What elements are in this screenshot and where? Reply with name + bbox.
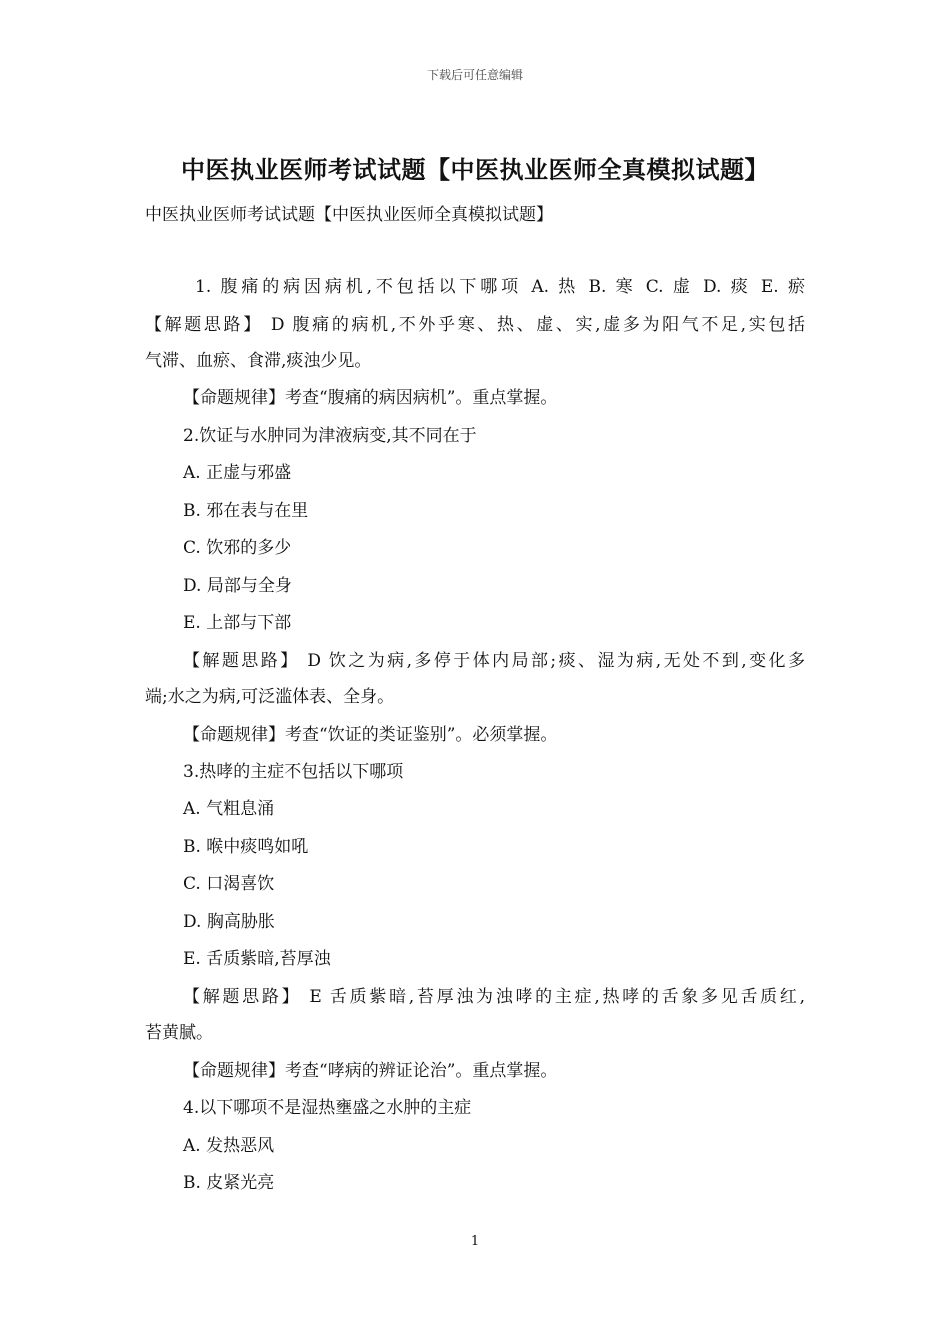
- q2-explanation: 【解题思路】 D 饮之为病,多停于体内局部;痰、湿为病,无处不到,变化多: [183, 651, 805, 671]
- q3-option-e: E. 舌质紫暗,苔厚浊: [183, 949, 331, 969]
- q4-option-b: B. 皮紧光亮: [183, 1173, 275, 1193]
- q2-option-d: D. 局部与全身: [183, 576, 292, 596]
- question-1: 1. 腹痛的病因病机,不包括以下哪项 A. 热 B. 寒 C. 虚 D. 痰 E. 瘀: [195, 277, 805, 297]
- q3-option-d: D. 胸高胁胀: [183, 912, 275, 932]
- page-number: 1: [470, 1234, 480, 1249]
- question-2: 2.饮证与水肿同为津液病变,其不同在于: [183, 426, 477, 446]
- q2-option-a: A. 正虚与邪盛: [183, 463, 292, 483]
- q1-explanation: 【解题思路】 D 腹痛的病机,不外乎寒、热、虚、实,虚多为阳气不足,实包括: [145, 315, 805, 335]
- q2-option-c: C. 饮邪的多少: [183, 538, 292, 558]
- q3-explanation: 【解题思路】 E 舌质紫暗,苔厚浊为浊哮的主症,热哮的舌象多见舌质红,: [183, 987, 805, 1007]
- q3-option-b: B. 喉中痰鸣如吼: [183, 837, 309, 857]
- question-3: 3.热哮的主症不包括以下哪项: [183, 762, 404, 782]
- document-title: 中医执业医师考试试题【中医执业医师全真模拟试题】: [181, 155, 769, 184]
- q2-option-b: B. 邪在表与在里: [183, 501, 309, 521]
- q2-explanation-cont: 端;水之为病,可泛滥体表、全身。: [145, 687, 395, 707]
- q2-rule: 【命题规律】考查“饮证的类证鉴别”。必须掌握。: [183, 725, 558, 745]
- q1-rule: 【命题规律】考查“腹痛的病因病机”。重点掌握。: [183, 388, 558, 408]
- q2-option-e: E. 上部与下部: [183, 613, 292, 633]
- q3-explanation-cont: 苔黄腻。: [145, 1023, 213, 1043]
- q4-option-a: A. 发热恶风: [183, 1136, 275, 1156]
- q3-rule: 【命题规律】考查“哮病的辨证论治”。重点掌握。: [183, 1061, 558, 1081]
- page-header: 下载后可任意编辑: [426, 68, 523, 82]
- question-4: 4.以下哪项不是湿热壅盛之水肿的主症: [183, 1098, 472, 1118]
- q1-explanation-cont: 气滞、血瘀、食滞,痰浊少见。: [145, 351, 372, 371]
- document-subtitle: 中医执业医师考试试题【中医执业医师全真模拟试题】: [145, 205, 553, 225]
- q3-option-c: C. 口渴喜饮: [183, 874, 275, 894]
- q3-option-a: A. 气粗息涌: [183, 799, 275, 819]
